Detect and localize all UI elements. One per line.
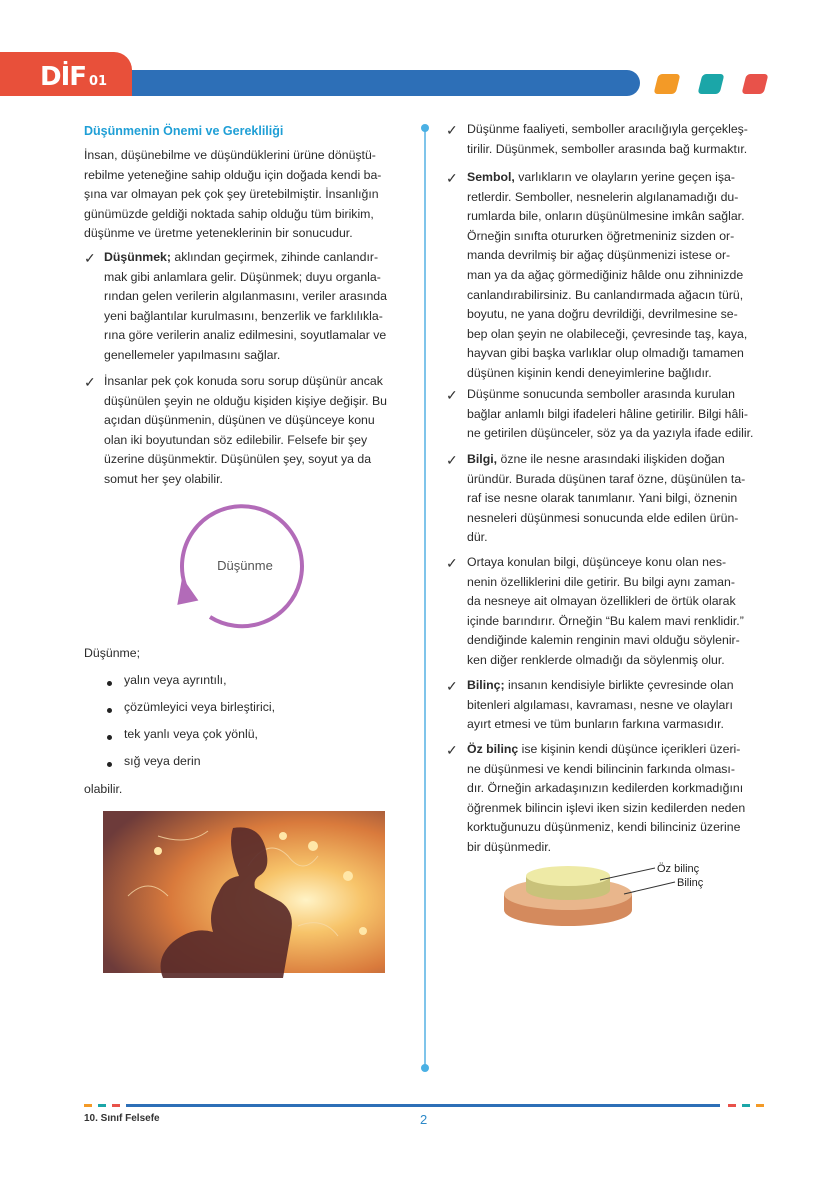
footer-dash <box>98 1104 106 1107</box>
footer-dash <box>756 1104 764 1107</box>
check-icon: ✓ <box>84 374 96 390</box>
item-bilgi: Bilgi, özne ile nesne arasındaki ilişkiden doğan üründür. Burada düşünen taraf özne, düşünülen ta- raf ise nesne olarak tanımlanır. Yani bilgi, öznenin nesneleri düşünmesi sonucunda elde edilen ürün- dür. <box>467 452 746 545</box>
item-dusunme-sonucu: Düşünme sonucunda semboller arasında kurulan bağlar anlamlı bilgi ifadeleri hâline getirilir. Bilgi hâli- ne getirilen düşünceler, söz ya da yazıyla ifade edilir. <box>467 387 754 441</box>
bullet-dot <box>107 762 112 767</box>
bullet-dot <box>107 735 112 740</box>
thinking-person-image <box>98 806 390 978</box>
column-divider <box>424 128 426 1068</box>
divider-dot-top <box>421 124 429 132</box>
divider-dot-bottom <box>421 1064 429 1072</box>
oz-bilinc-label: Öz bilinç <box>657 863 700 875</box>
list-outro: olabilir. <box>84 782 123 796</box>
check-icon: ✓ <box>84 250 96 266</box>
footer-dash <box>728 1104 736 1107</box>
cycle-label: Düşünme <box>217 558 273 573</box>
check-icon: ✓ <box>446 742 458 758</box>
footer-dash <box>742 1104 750 1107</box>
footer-course: 10. Sınıf Felsefe <box>84 1113 160 1124</box>
check-icon: ✓ <box>446 555 458 571</box>
list-item: yalın veya ayrıntılı, <box>124 673 227 687</box>
header-square-orange <box>654 74 681 94</box>
item-insanlar: İnsanlar pek çok konuda soru sorup düşünür ancak düşünülen şeyin ne olduğu kişiden kişiye değişir. Bu açıdan düşünmenin, düşünen ve düşünceye konu olan iki boyutundan söz edilebilir. Felsefe bir şey üzerine düşünmektir. Düşünülen şey, soyut ya da somut her şey olabilir. <box>104 374 388 486</box>
check-icon: ✓ <box>446 122 458 138</box>
footer-dash <box>112 1104 120 1107</box>
consciousness-diagram <box>500 858 730 930</box>
cycle-arrowhead <box>177 577 202 608</box>
item-dusunmek: Düşünmek; aklından geçirmek, zihinde canlandır- mak gibi anlamlara gelir. Düşünmek; duyu organla- rından gelen verilerin algılanmasını, veriler arasında yeni bağlantılar kurulmasını, benzerlik ve farklılıkla- rına göre verilerin analiz edilmesini, soyutlamalar ve genellemeler yapılmasını sağlar. <box>104 250 387 362</box>
header-square-teal <box>698 74 725 94</box>
footer-dash <box>84 1104 92 1107</box>
list-item: sığ veya derin <box>124 754 201 768</box>
footer-line <box>126 1104 720 1107</box>
list-item: çözümleyici veya birleştirici, <box>124 700 276 714</box>
thinking-cycle-diagram <box>170 490 320 640</box>
item-ortaya-konulan: Ortaya konulan bilgi, düşünceye konu olan nes- nenin özelliklerini dile getirir. Bu bilgi aynı zaman- da nesneye ait olmayan özellikleri de örtük olarak içinde barındırır. Örneğin “Bu kalem mavi renklidir.” dendiğinde kalemin renginin mavi olduğu söylenir- ken diğer renklerde olmadığı da söylenmiş olur. <box>467 555 744 667</box>
bilinc-label: Bilinç <box>677 877 704 889</box>
header-square-coral <box>742 74 769 94</box>
inner-disk-top <box>526 866 610 886</box>
bullet-dot <box>107 681 112 686</box>
check-icon: ✓ <box>446 170 458 186</box>
bullet-dot <box>107 708 112 713</box>
logo: DİF <box>40 62 87 92</box>
check-icon: ✓ <box>446 387 458 403</box>
check-icon: ✓ <box>446 678 458 694</box>
section-title: Düşünmenin Önemi ve Gerekliliği <box>84 124 284 138</box>
item-dusunme-faaliyeti: Düşünme faaliyeti, semboller aracılığıyla gerçekleş- tirilir. Düşünmek, semboller arasında bağ kurmaktır. <box>467 122 748 156</box>
item-oz-bilinc: Öz bilinç ise kişinin kendi düşünce içerikleri üzeri- ne düşünmesi ve kendi bilincinin farkında olması- dır. Örneğin arkadaşınızın kedilerden korkmadığını öğrenmek bilincin işlevi iken sizin kedilerden neden korktuğunuzu düşünmeniz, kendi bilinciniz üzerine bir düşünmedir. <box>467 742 746 854</box>
item-sembol: Sembol, varlıkların ve olayların yerine geçen işa- retlerdir. Semboller, nesnelerin algılanamadığı du- rumlarda bile, onların düşünülmesine imkân sağlar. Örneğin sınıfta otururken öğretmeniniz sizden or- manda devrilmiş bir ağaç düşünmenizi istese or- man ya da ağaç görmediğiniz hâlde onu zihninizde canlandırabilirsiniz. Bu canlandırmada ağacın türü, boyutu, ne yana doğru devrildiği, devrilmesine se- bep olan şeyin ne olabileceği, çevresinde taş, kaya, hayvan gibi başka varlıklar olup olmadığı tamamen düşünen kişinin kendi deneyimlerine bağlıdır. <box>467 170 748 380</box>
logo-number: 01 <box>89 74 108 89</box>
page-number: 2 <box>420 1112 428 1127</box>
list-item: tek yanlı veya çok yönlü, <box>124 727 258 741</box>
check-icon: ✓ <box>446 452 458 468</box>
intro-paragraph: İnsan, düşünebilme ve düşündüklerini ürüne dönüştü- rebilme yeteneğine sahip olduğu için doğada kendi ba- şına var olmayan pek çok şey üretebilmiştir. İnsanlığın günümüzde geldiği noktada sahip olduğu tüm birikim, düşünme ve üretme yeteneklerinin bir sonucudur. <box>84 148 382 241</box>
list-intro: Düşünme; <box>84 646 141 660</box>
item-bilinc: Bilinç; insanın kendisiyle birlikte çevresinde olan bitenleri algılaması, kavraması, nesne ve olayları ayırt etmesi ve tüm bunların farkına varmasıdır. <box>467 678 734 732</box>
